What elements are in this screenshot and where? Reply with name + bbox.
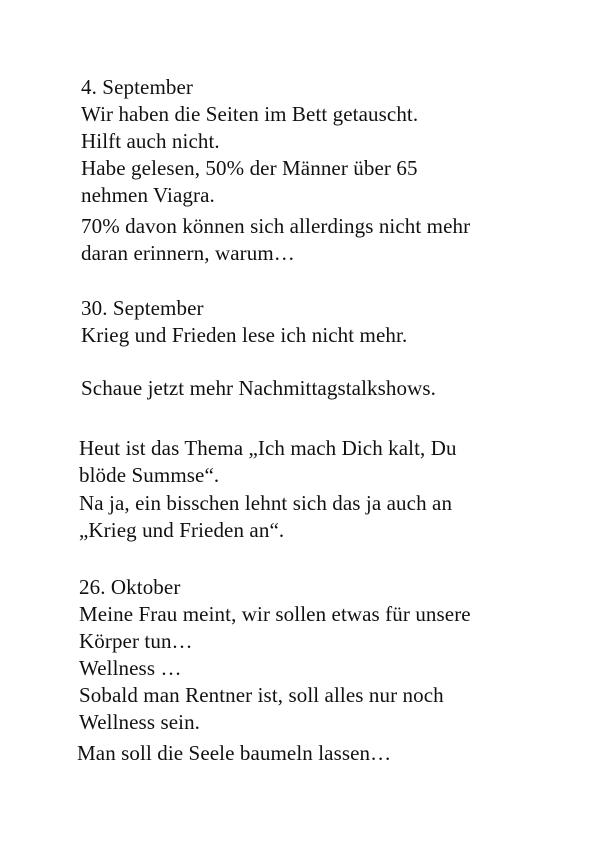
- entry-line: Wellness sein.: [79, 710, 201, 734]
- entry-line: Sobald man Rentner ist, soll alles nur noch: [79, 683, 444, 707]
- entry-line: Heut ist das Thema „Ich mach Dich kalt, Du: [79, 436, 457, 460]
- entry-date: 30. September: [81, 296, 204, 320]
- entry-line: „Krieg und Frieden an“.: [79, 518, 285, 542]
- entry-line: daran erinnern, warum…: [81, 241, 295, 265]
- entry-line: Habe gelesen, 50% der Männer über 65: [81, 156, 418, 180]
- entry-line: Hilft auch nicht.: [81, 129, 220, 153]
- entry-line: Wir haben die Seiten im Bett getauscht.: [81, 102, 419, 126]
- entry-line: blöde Summse“.: [79, 463, 220, 487]
- entry-date: 4. September: [81, 75, 194, 99]
- entry-date: 26. Oktober: [79, 575, 181, 599]
- entry-line: Schaue jetzt mehr Nachmittagstalkshows.: [81, 376, 436, 400]
- entry-line: Na ja, ein bisschen lehnt sich das ja auch an: [79, 491, 453, 515]
- entry-line: Krieg und Frieden lese ich nicht mehr.: [81, 323, 408, 347]
- entry-line: Körper tun…: [79, 629, 193, 653]
- entry-line: Meine Frau meint, wir sollen etwas für unsere: [79, 602, 471, 626]
- entry-line: 70% davon können sich allerdings nicht mehr: [81, 214, 471, 238]
- entry-line: Wellness …: [79, 656, 182, 680]
- entry-line: Man soll die Seele baumeln lassen…: [77, 741, 392, 765]
- entry-line: nehmen Viagra.: [81, 183, 215, 207]
